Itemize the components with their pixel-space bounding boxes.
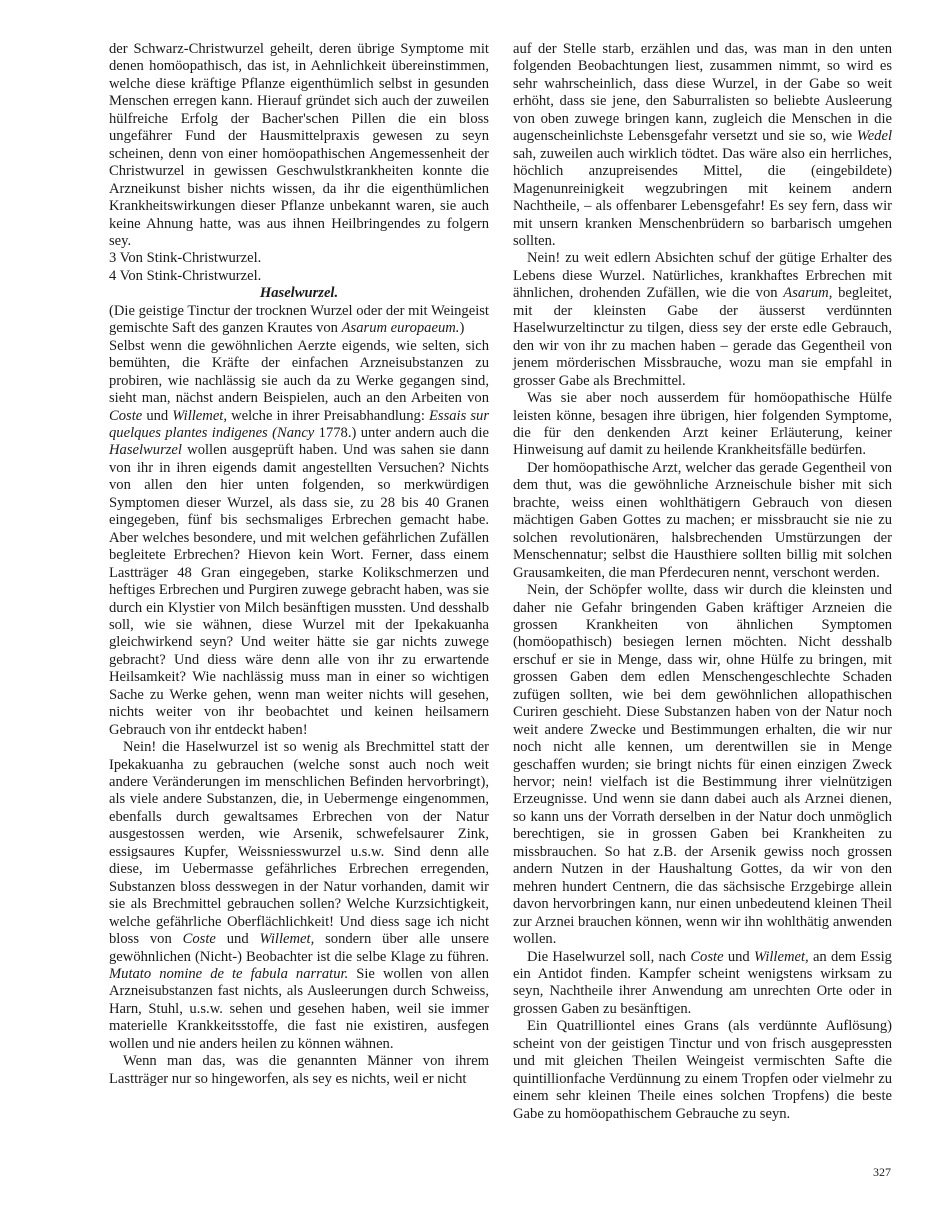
section-heading-haselwurzel: Haselwurzel. xyxy=(259,285,339,302)
paragraph-homoeopathische-huelfe: Was sie aber noch ausserdem für homöopathische Hülfe leisten könne, besagen ihre übrigen, hier folgenden Symptome, die für den denkenden Arzt keiner Erläuterung, keiner Hinweisung auf damit zu heilende Krankheitsfälle bedürfen. xyxy=(513,390,892,459)
footnote-4: 4 Von Stink-Christwurzel. xyxy=(109,267,262,284)
paragraph-stelle-starb: auf der Stelle starb, erzählen und das, was man in den unten folgenden Beobachtungen liest, zusammen nimmt, so wird es sehr wahrscheinlich, dass diese Wurzel, in der Gabe so weit erhöht, dass sie jene, den Saburralisten so beliebte Ausleerung von oben zuwege bringen kann, zugleich die Menschen in die augenscheinlichste Lebensgefahr versetzt und sie so, wie Wedel sah, zuweilen auch wirklich tödtet. Das wäre also ein herrliches, höchlich anzupreisendes Mittel, die (eingebildete) Magenunreinigkeit wegzubringen mit keinem andern Nachtheile, – als offenbarer Lebensgefahr! Es sey fern, dass wir mit unsern kranken Menschenbrüdern so barbarisch umgehen sollten. xyxy=(513,41,892,249)
page-number: 327 xyxy=(873,1165,891,1179)
paragraph-christwurzel-continued: der Schwarz-Christwurzel geheilt, deren übrige Symptome mit denen homöopathisch, das ist, in Aehnlichkeit übereinstimmen, welche diese kräftige Pflanze eigenthümlich selbst in gesunden Menschen erregen kann. Hierauf gründet sich auch der zuweilen hülfreiche Erfolg der Bacher'schen Pillen die ein bloss ungefährer Fund der Hausmittelpraxis gewesen zu seyn scheinen, denn von einer homöopathischen Angemessenheit der Christwurzel in gewissen Geschwulstkrankheiten konnte die Arzneikunst bisher nichts wissen, da ihr die eigenthümlichen Krankheitswirkungen dieser Pflanze unbekannt waren, sie auch keine Ahnung hatte, was aus ihnen Heilbringendes zu folgern sey. xyxy=(109,41,489,249)
paragraph-nein-brechmittel: Nein! die Haselwurzel ist so wenig als Brechmittel statt der Ipekakuanha zu gebrauchen (welche sonst auch noch weit andere Veränderungen im menschlichen Befinden hervorbringt), als viele andere Substanzen, die, in Uebermenge eingenommen, ebenfalls durch gewaltsames Erbrechen von der Natur ausgestossen werden, wie Arsenik, schwefelsaurer Zink, essigsaures Kupfer, Weissniesswurzel u.s.w. Sind denn alle diese, im Uebermasse gefährliches Erbrechen erregenden, Substanzen bloss desswegen in der Natur vorhanden, damit wir sie als Brechmittel gebrauchen sollen? Welche Kurzsichtigkeit, welche gefährliche Oberflächlichkeit! Und diess sage ich nicht bloss von Coste und Willemet, sondern über alle unsere gewöhnlichen (Nicht-) Beobachter ist die selbe Klage zu führen. Mutato nomine de te fabula narratur. Sie wollen von allen Arzneisubstanzen fast nichts, als Ausleerungen durch Schweiss, Harn, Stuhl, u.s.w. sehen und gesehen haben, weil sie immer materielle Krankkeitsstoffe, die fast nie existiren, ausfegen wollen und nie anders heilen zu können wähnen. xyxy=(109,739,489,1052)
paragraph-wenn-man-das: Wenn man das, was die genannten Männer von ihrem Lastträger nur so hingeworfen, als sey es nichts, weil er nicht xyxy=(109,1053,489,1087)
paragraph-gabe: Ein Quatrilliontel eines Grans (als verdünnte Auflösung) scheint von der geistigen Tinctur und von frisch ausgepressten und mit gleichen Theilen Weingeist vermischten Safte die quintillionfache Verdünnung zu einem Tropfen oder vielmehr zu einem sehr kleinen Theile eines solchen Tropfens) die beste Gabe zu homöopathischem Gebrauche zu seyn. xyxy=(513,1018,892,1122)
paragraph-homoeopathische-arzt: Der homöopathische Arzt, welcher das gerade Gegentheil von dem thut, was die gewöhnliche Arzneischule bisher mit sich brachte, weiss einen wohlthätigern Gebrauch von diesen mächtigen Gaben Gottes zu machen; er missbraucht sie nie zu solchen revolutionären, halsbrechenden Umstürzungen der Menschennatur; selbst die Hausthiere sollten billig mit solchen Grausamkeiten, die man Pferdecuren nennt, verschont werden. xyxy=(513,459,892,581)
paragraph-schoepfer: Nein, der Schöpfer wollte, dass wir durch die kleinsten und daher nie Gefahr bringenden Gaben kräftiger Arzneien die grossen Krankheiten von ähnlichen Symptomen (homöopathisch) besiegen lernen möchten. Nicht desshalb erschuf er sie in Menge, dass wir, ohne Hülfe zu bringen, mit grossen Gaben dem edlen Menschengeschlechte Schaden zufügen sollten, wie bei dem gewöhnlichen allopathischen Curiren geschieht. Diese Substanzen haben von der Natur noch weit andere Zwecke und Bestimmungen erhalten, die wir nur noch nicht alle kennen, um derentwillen sie in Menge geschaffen wurden; sie bringt nichts für einen einzigen Zweck hervor; nein! vielfach ist die Bestimmung ihrer vielnützigen Erzeugnisse. Und wenn sie dann dabei auch als Arznei dienen, so kann uns der Vorrath derselben in der Natur doch unmöglich berechtigen, sie in grossen Gaben bei Krankheiten zu missbrauchen. So hat z.B. der Arsenik gewiss noch grossen andern Nutzen in der Haushaltung Gottes, da wir von den mehren hundert Centnern, die das sächsische Erzgebirge allein davon hervorbringen kann, nur einen unbedeutend kleinen Theil zur Arznei brauchen können, wenn wir ihn wohlthätig anwenden wollen. xyxy=(513,582,892,948)
paragraph-edlern-absichten: Nein! zu weit edlern Absichten schuf der gütige Erhalter des Lebens diese Wurzel. Natürliches, krankhaftes Erbrechen mit ähnlichen, drohenden Zufällen, wie die von Asarum, begleitet, mit der kleinsten Gabe der äusserst verdünnten Haselwurzeltinctur zu tilgen, diess sey der erste edle Gebrauch, den wir von ihr zu machen haben – gerade das Gegentheil von jenem mörderischen Missbrauche, wozu man sie empfahl in grosser Gabe als Brechmittel. xyxy=(513,250,892,389)
preparation-note: (Die geistige Tinctur der trocknen Wurzel oder der mit Weingeist gemischte Saft des ganzen Krautes von Asarum europaeum.) xyxy=(109,302,489,337)
left-column xyxy=(109,41,489,1088)
right-column xyxy=(513,41,892,1123)
paragraph-antidot: Die Haselwurzel soll, nach Coste und Willemet, an dem Essig ein Antidot finden. Kampfer scheint wenigstens wirksam zu seyn, Nachtheile ihrer Anwendung am unrechten Orte oder in grossen Gaben zu besänftigen. xyxy=(513,948,892,1017)
footnote-3: 3 Von Stink-Christwurzel. xyxy=(109,250,262,267)
paragraph-aerzte: Selbst wenn die gewöhnlichen Aerzte eigends, wie selten, sich bemühten, die Kräfte der einfachen Arzneisubstanzen zu probiren, wie nachlässig sie auch da zu Werke gegangen sind, sieht man, nächst andern Beispielen, auch an den Arbeiten von Coste und Willemet, welche in ihrer Preisabhandlung: Essais sur quelques plantes indigenes (Nancy 1778.) unter andern auch die Haselwurzel wollen ausgeprüft haben. Und was sahen sie dann von ihr in ihren eigends damit angestellten Versuchen? Nichts von allen den hier unten folgenden, so merkwürdigen Symptomen dieser Wurzel, als dass sie, zu 28 bis 40 Granen eingegeben, fünf bis sechsmaliges Erbrechen gemacht habe. Aber welches besondere, und mit welchen gefährlichen Zufällen begleitete Erbrechen? Hievon kein Wort. Ferner, dass einem Lastträger 48 Gran eingegeben, starke Kolikschmerzen und heftiges Erbrechen und Purgiren zuwege gebracht haben, was sie durch ein Klystier von Milch besänftigen mussten. Und desshalb soll, wie sie wähnen, diese Wurzel mit der Ipekakuanha gleichwirkend seyn? Und weiter hätte sie gar nichts zuwege gebracht? Und diess wäre denn alle von ihr zu erwartende Heilsamkeit? Wie nachlässig muss man in einer so wichtigen Sache zu Werke gehen, wenn man weiter nichts will gesehen, nichts weiter von ihr beobachtet und keinen heilsamern Gebrauch von ihr entdeckt haben! xyxy=(109,337,490,738)
